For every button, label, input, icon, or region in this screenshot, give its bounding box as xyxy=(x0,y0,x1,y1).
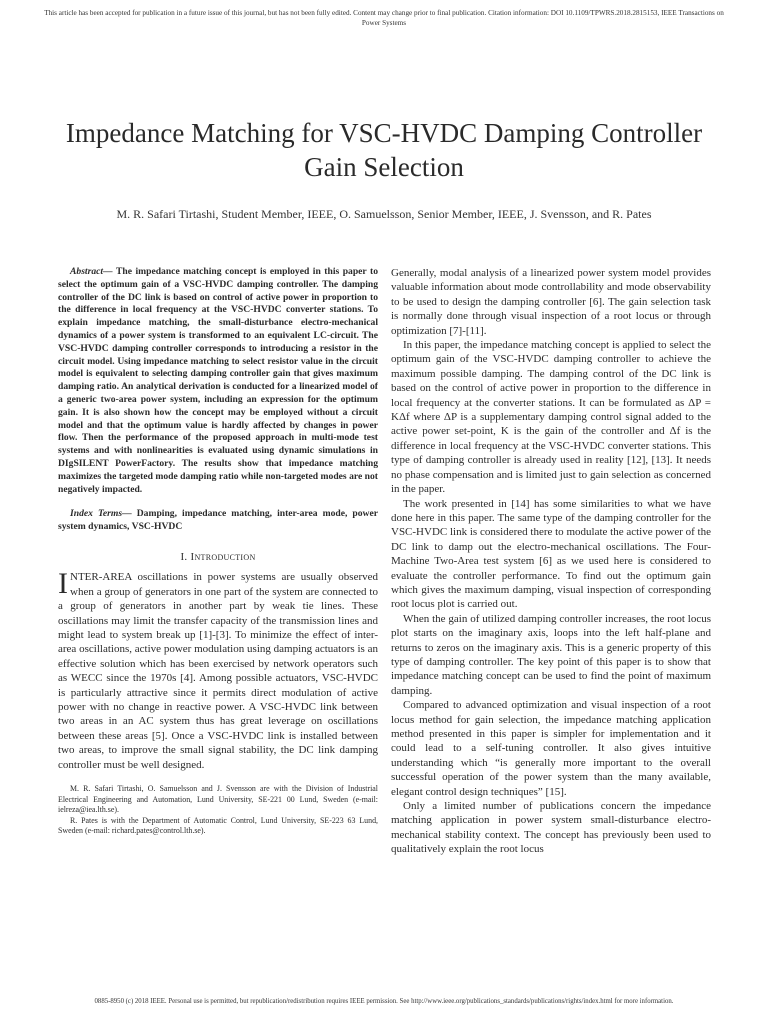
author-list: M. R. Safari Tirtashi, Student Member, IEEE, O. Samuelsson, Senior Member, IEEE, J. Svensson, and R. Pates xyxy=(116,207,652,221)
paragraph: In this paper, the impedance matching concept is applied to select the optimum gain of the VSC-HVDC damping controller to achieve the maximum possible damping. The damping control of the DC link is based on the control of active power in proportion to the difference in local frequency at the converter stations. It can be formulated as ΔP = KΔf where ΔP is a supplementary damping control signal added to the active power set-point, K is the gain of the controller and Δf is the difference in local frequency at the VSC-HVDC converter stations. This type of damping controller is already used in reality [12], [13]. It needs no phase compensation and is limited just to gain selection as concerned in the paper. xyxy=(391,339,711,496)
paragraph: The work presented in [14] has some similarities to what we have done here in this paper. The same type of the damping controller for the VSC-HVDC link is considered there to modulate the active power of the DC link to damp out the electro-mechanical oscillations. The Four-Machine Two-Area test system [6] as we used here is considered to evaluate the controller performance. To find out the optimum gain which gives the maximum damping, visual inspection of corresponding root locus plot is carried out. xyxy=(391,497,711,611)
intro-paragraph-text: NTER-AREA oscillations in power systems are usually observed when a group of generators in one part of the system are connected to a group of generators in another part by weak tie lines. These oscillations may limit the transfer capacity of the transmission lines and might lead to system break up [1]-[3]. To minimize the effect of inter-area oscillations, active power modulation using damping actuators is an effective solution which has been exercised by network operators such as WECC since the 1970s [4]. Among possible actuators, VSC-HVDC is particularly attractive since it permits direct modulation of active power with no change in reactive power. A VSC-HVDC link between two areas in an AC system thus has great leverage on oscillations between these areas [5]. Once a VSC-HVDC link is installed between two areas, to improve the small signal stability, the DC link damping controller must be well designed. xyxy=(58,571,378,771)
paragraph: When the gain of utilized damping controller increases, the root locus plot starts on the imaginary axis, loops into the left half-plane and returns to zeros on the imaginary axis. This is a generic property of this type of damping controller. The key point of this paper is to show that impedance matching concept can be used to find the point of maximum damping. xyxy=(391,612,711,697)
right-column xyxy=(391,266,711,857)
footnote-affiliation-1: M. R. Safari Tirtashi, O. Samuelsson and J. Svensson are with the Division of Industrial Electrical Engineering and Automation, Lund University, SE-221 00 Lund, Sweden (e-mail: ielreza@iea.lth.se). xyxy=(58,784,378,815)
drop-cap: I xyxy=(58,567,68,601)
footnote-affiliation-2: R. Pates is with the Department of Automatic Control, Lund University, SE-223 63 Lund, Sweden (e-mail: richard.pates@control.lth.se). xyxy=(58,815,378,836)
paragraph: Only a limited number of publications concern the impedance matching application in power system small-disturbance electro-mechanical stability context. The concept has previously been used to qualitatively explain the root locus xyxy=(391,800,711,856)
paragraph: Compared to advanced optimization and visual inspection of a root locus method for gain selection, the impedance matching application method presented in this paper is simpler for implementation and it could lead to a self-tuning controller. It also gives intuitive understanding which “is generally more important to the overall successful operation of the power system than the many available, elegant control design techniques” [15]. xyxy=(391,699,711,798)
section-heading-introduction xyxy=(58,550,378,564)
abstract-text: The impedance matching concept is employed in this paper to select the optimum gain of a VSC-HVDC damping controller. The damping controller of the DC link is based on control of active power in proportion to the difference in local frequency at the VSC-HVDC converter stations. To explain impedance matching, the small-disturbance electro-mechanical dynamics of a power system is transformed to an equivalent LC-circuit. The VSC-HVDC damping controller corresponds to introducing a resistor in the circuit model. Using impedance matching to select resistor value in the circuit model is equivalent to selecting damping controller gain that gives maximum damping ratio. An analytical derivation is conducted for a linearized model of a generic two-area power system, including an expression for the optimum gain. It is also shown how the concept may be employed without a circuit model and that the optimum value is hardly affected by changes in power flow. Then the performance of the proposed approach in multi-mode test systems and with nonlinearities is evaluated using dynamic simulations in DIgSILENT PowerFactory. The results show that impedance matching maximizes the targeted mode damping ratio while non-targeted modes are not negatively impacted. xyxy=(58,266,378,495)
abstract xyxy=(58,266,378,496)
header-notice: This article has been accepted for publication in a future issue of this journal, but has not been fully edited. Content may change prior to final publication. Citation information: DOI 10.1109/TPWRS.2018.2815153, IEEE Transactions on Power Systems xyxy=(44,9,724,27)
footer-notice: 0885-8950 (c) 2018 IEEE. Personal use is permitted, but republication/redistribution requires IEEE permission. See http://www.ieee.org/publications_standards/publications/rights/index.html for more information. xyxy=(94,998,674,1005)
abstract-label: Abstract— xyxy=(70,266,113,277)
intro-paragraph xyxy=(58,567,378,772)
author-footnotes xyxy=(58,784,378,837)
left-column xyxy=(58,266,378,837)
index-terms xyxy=(58,508,378,534)
index-terms-text: Damping, impedance matching, inter-area mode, power system dynamics, VSC-HVDC xyxy=(58,508,378,533)
section-title: Introduction xyxy=(190,550,256,563)
section-number: I. xyxy=(180,550,188,563)
index-terms-label: Index Terms— xyxy=(70,508,132,520)
paper-title: Impedance Matching for VSC-HVDC Damping Controller Gain Selection xyxy=(65,118,703,182)
paragraph: Generally, modal analysis of a linearized power system model provides valuable information about mode controllability and mode observability to be used to design the damping controller [6]. The gain selection task is normally done through visual inspection of a root locus or through optimization [7]-[11]. xyxy=(391,267,711,337)
